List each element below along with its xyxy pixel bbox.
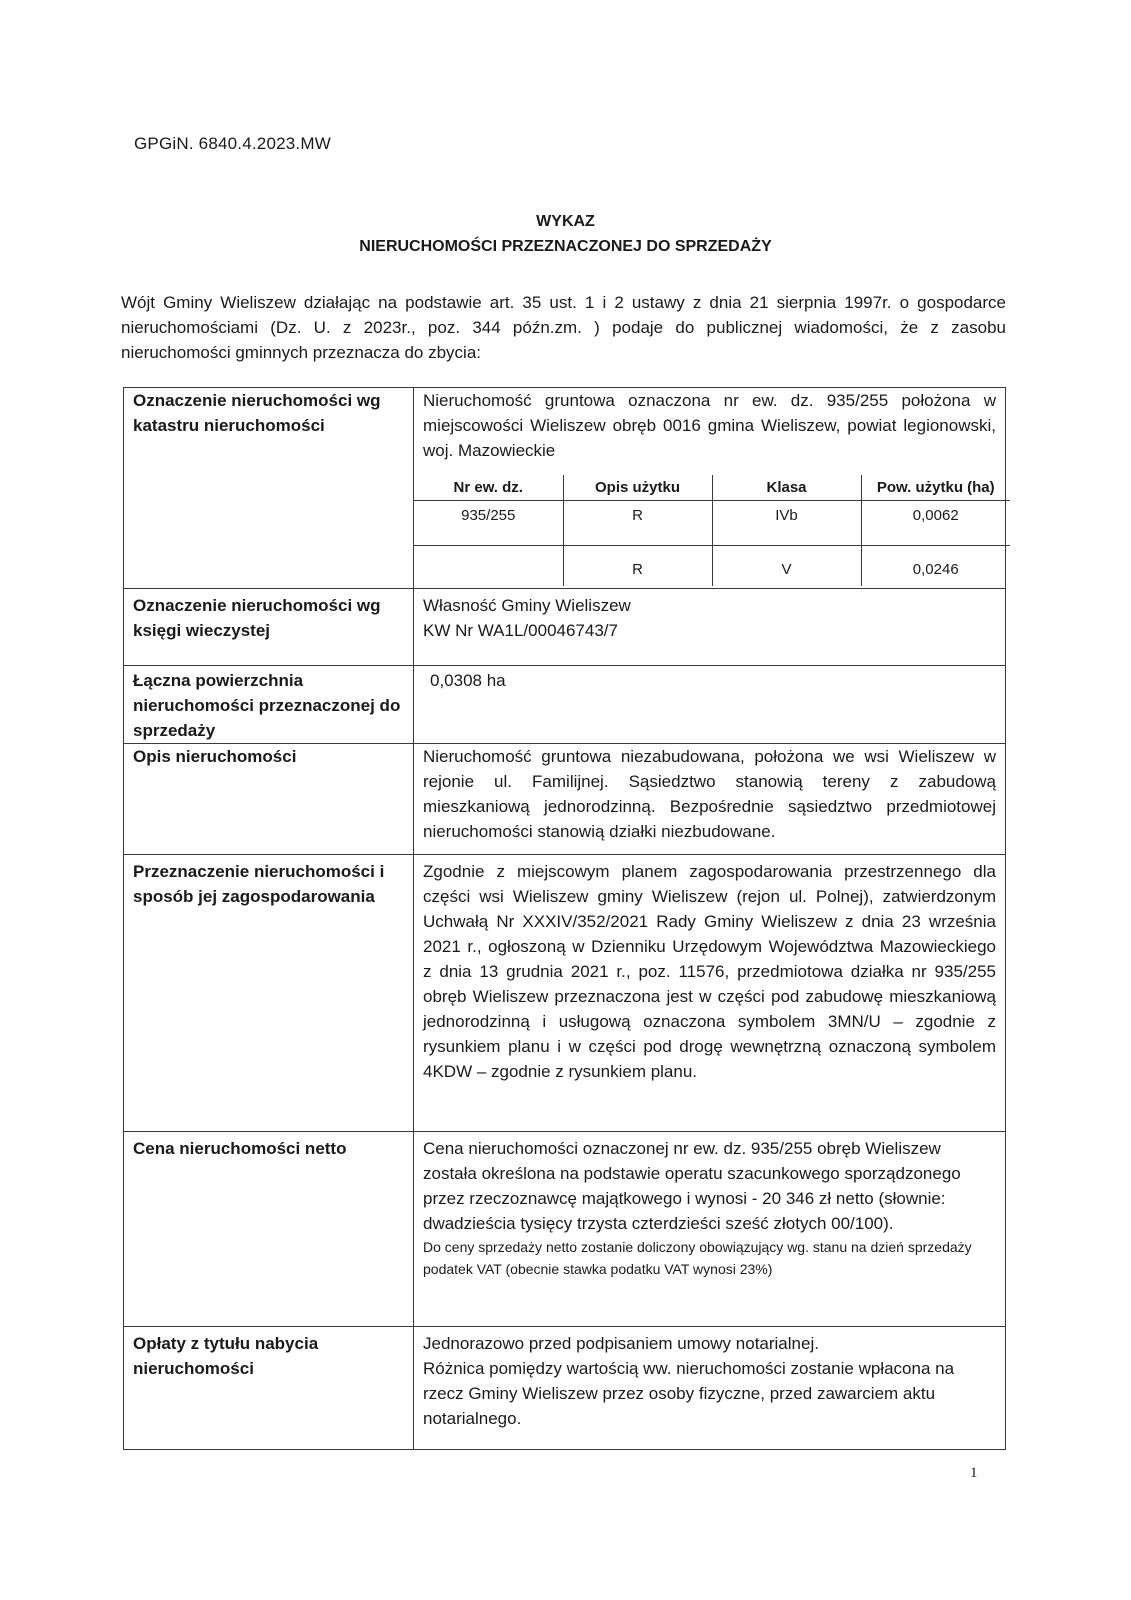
parcel-header-row	[414, 475, 1010, 501]
row-opis	[124, 744, 1006, 855]
row-ksiega	[124, 589, 1006, 666]
document-subtitle: NIERUCHOMOŚCI PRZEZNACZONEJ DO SPRZEDAŻY	[359, 238, 772, 255]
powierzchnia-label: Łączna powierzchnia nieruchomości przeznaczonej do sprzedaży	[124, 666, 414, 744]
property-table	[123, 387, 1006, 1450]
parcel-cell: 0,0246	[861, 546, 1010, 587]
parcel-cell: R	[563, 546, 712, 587]
intro-paragraph: Wójt Gminy Wieliszew działając na podstawie art. 35 ust. 1 i 2 ustawy z dnia 21 sierpnia 1997r. o gospodarce nieruchomościami (Dz. U. z 2023r., poz. 344 późn.zm. ) podaje do publicznej wiadomości, że z zasobu nieruchomości gminnych przeznacza do zbycia:	[121, 293, 1006, 362]
cena-label: Cena nieruchomości netto	[124, 1132, 414, 1327]
parcel-cell	[414, 546, 563, 587]
oplaty-label: Opłaty z tytułu nabycia nieruchomości	[124, 1327, 414, 1450]
row-przeznaczenie	[124, 855, 1006, 1132]
ksiega-owner: Własność Gminy Wieliszew	[423, 596, 631, 615]
opis-value: Nieruchomość gruntowa niezabudowana, położona we wsi Wieliszew w rejonie ul. Familijnej. Sąsiedztwo stanowią tereny z zabudową mieszkaniową jednorodzinną. Bezpośrednie sąsiedztwo przedmiotowej nieruchomości stanowią działki niezbudowane.	[414, 744, 1006, 855]
cena-vat-note: Do ceny sprzedaży netto zostanie doliczony obowiązujący wg. stanu na dzień sprzedaży podatek VAT (obecnie stawka podatku VAT wynosi 23%)	[423, 1239, 972, 1277]
row-kataster	[124, 388, 1006, 589]
row-oplaty	[124, 1327, 1006, 1450]
opis-label: Opis nieruchomości	[124, 744, 414, 855]
przeznaczenie-value: Zgodnie z miejscowym planem zagospodarowania przestrzennego dla części wsi Wieliszew gminy Wieliszew (rejon ul. Polnej), zatwierdzonym Uchwałą Nr XXXIV/352/2021 Rady Gminy Wieliszew z dnia 23 września 2021 r., ogłoszoną w Dzienniku Urzędowym Województwa Mazowieckiego z dnia 13 grudnia 2021 r., poz. 11576, przedmiotowa działka nr 935/255 obręb Wieliszew przeznaczona jest w części pod zabudowę mieszkaniową jednorodzinną i usługową oznaczona symbolem 3MN/U – zgodnie z rysunkiem planu i w części pod drogę wewnętrzną oznaczoną symbolem 4KDW – zgodnie z rysunkiem planu.	[414, 855, 1006, 1132]
parcel-header: Pow. użytku (ha)	[861, 475, 1010, 501]
parcel-header: Klasa	[712, 475, 861, 501]
kataster-cell	[414, 388, 1006, 589]
cena-value: Cena nieruchomości oznaczonej nr ew. dz. 935/255 obręb Wieliszew została określona na podstawie operatu szacunkowego sporządzonego przez rzeczoznawcę majątkowego i wynosi - 20 346 zł netto (słownie: dwadzieścia tysięcy trzysta czterdzieści sześć złotych 00/100).	[423, 1139, 961, 1233]
parcel-cell: 0,0062	[861, 501, 1010, 546]
ksiega-cell	[414, 589, 1006, 666]
kataster-label: Oznaczenie nieruchomości wg katastru nieruchomości	[124, 388, 414, 589]
oplaty-cell	[414, 1327, 1006, 1450]
parcel-subtable	[414, 475, 1010, 586]
parcel-cell: V	[712, 546, 861, 587]
parcel-cell: IVb	[712, 501, 861, 546]
parcel-row	[414, 546, 1010, 587]
parcel-cell: R	[563, 501, 712, 546]
powierzchnia-value: 0,0308 ha	[414, 666, 1006, 744]
cena-cell	[414, 1132, 1006, 1327]
row-cena	[124, 1132, 1006, 1327]
parcel-cell: 935/255	[414, 501, 563, 546]
przeznaczenie-label: Przeznaczenie nieruchomości i sposób jej zagospodarowania	[124, 855, 414, 1132]
oplaty-line2: Różnica pomiędzy wartością ww. nieruchomości zostanie wpłacona na rzecz Gminy Wieliszew przez osoby fizyczne, przed zawarciem aktu notarialnego.	[423, 1359, 955, 1428]
ksiega-number: KW Nr WA1L/00046743/7	[423, 621, 618, 640]
parcel-header: Opis użytku	[563, 475, 712, 501]
kataster-value: Nieruchomość gruntowa oznaczona nr ew. dz. 935/255 położona w miejscowości Wieliszew obręb 0016 gmina Wieliszew, powiat legionowski, woj. Mazowieckie	[423, 391, 996, 460]
parcel-row	[414, 501, 1010, 546]
oplaty-line1: Jednorazowo przed podpisaniem umowy notarialnej.	[423, 1334, 819, 1353]
document-reference: GPGiN. 6840.4.2023.MW	[134, 134, 331, 153]
parcel-header: Nr ew. dz.	[414, 475, 563, 501]
page-number: 1	[970, 1465, 978, 1481]
document-title: WYKAZ	[536, 213, 595, 230]
ksiega-label: Oznaczenie nieruchomości wg księgi wieczystej	[124, 589, 414, 666]
row-powierzchnia	[124, 666, 1006, 744]
